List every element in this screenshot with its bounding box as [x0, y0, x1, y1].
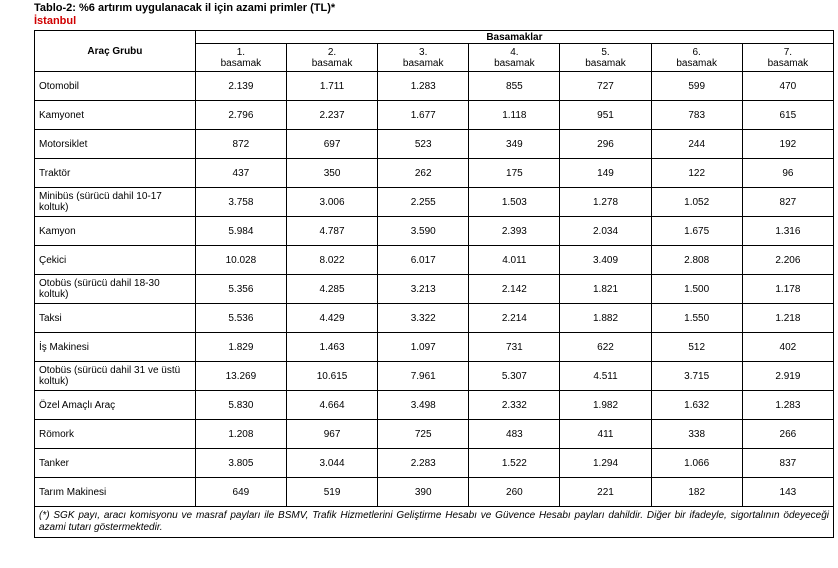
footnote: (*) SGK payı, aracı komisyonu ve masraf payları ile BSMV, Trafik Hizmetlerini Geliştirme Hesabı ve Güvence Hesabı payları dahildir. Diğer bir ifadeyle, sigortalının ödeyeceği azami tutarı göstermektedir. — [35, 507, 834, 538]
vehicle-group-cell: Taksi — [35, 304, 196, 333]
premium-cell: 615 — [742, 101, 833, 130]
premium-cell: 697 — [286, 130, 377, 159]
step-header-5: 5. basamak — [560, 44, 651, 72]
premium-cell: 10.615 — [286, 362, 377, 391]
premium-cell: 221 — [560, 478, 651, 507]
premium-cell: 1.052 — [651, 188, 742, 217]
premium-cell: 599 — [651, 72, 742, 101]
premium-cell: 1.550 — [651, 304, 742, 333]
vehicle-group-cell: Minibüs (sürücü dahil 10-17 koltuk) — [35, 188, 196, 217]
premium-cell: 967 — [286, 420, 377, 449]
premium-cell: 2.796 — [195, 101, 286, 130]
premium-cell: 951 — [560, 101, 651, 130]
table-row — [35, 362, 834, 391]
premium-cell: 512 — [651, 333, 742, 362]
premium-cell: 7.961 — [378, 362, 469, 391]
premium-cell: 1.178 — [742, 275, 833, 304]
premium-cell: 622 — [560, 333, 651, 362]
table-row — [35, 159, 834, 188]
premium-cell: 1.500 — [651, 275, 742, 304]
premium-cell: 1.118 — [469, 101, 560, 130]
premium-cell: 3.805 — [195, 449, 286, 478]
premium-cell: 725 — [378, 420, 469, 449]
premium-cell: 2.206 — [742, 246, 833, 275]
premium-cell: 244 — [651, 130, 742, 159]
premium-cell: 1.829 — [195, 333, 286, 362]
premium-cell: 649 — [195, 478, 286, 507]
table-row — [35, 304, 834, 333]
premium-cell: 6.017 — [378, 246, 469, 275]
premium-cell: 390 — [378, 478, 469, 507]
premium-cell: 872 — [195, 130, 286, 159]
premium-cell: 4.285 — [286, 275, 377, 304]
step-header-7: 7. basamak — [742, 44, 833, 72]
city-label: İstanbul — [34, 15, 77, 27]
premium-cell: 1.632 — [651, 391, 742, 420]
premium-cell: 3.715 — [651, 362, 742, 391]
premium-cell: 1.503 — [469, 188, 560, 217]
table-row — [35, 72, 834, 101]
premium-cell: 122 — [651, 159, 742, 188]
table-title: Tablo-2: %6 artırım uygulanacak il için azami primler (TL)* — [34, 2, 336, 14]
premium-cell: 2.283 — [378, 449, 469, 478]
premium-cell: 437 — [195, 159, 286, 188]
table-row — [35, 246, 834, 275]
premium-cell: 523 — [378, 130, 469, 159]
step-header-1: 1. basamak — [195, 44, 286, 72]
premium-cell: 3.006 — [286, 188, 377, 217]
table-row — [35, 420, 834, 449]
premium-cell: 519 — [286, 478, 377, 507]
premium-cell: 143 — [742, 478, 833, 507]
step-header-2: 2. basamak — [286, 44, 377, 72]
vehicle-group-cell: Tarım Makinesi — [35, 478, 196, 507]
table-row — [35, 101, 834, 130]
premium-cell: 1.882 — [560, 304, 651, 333]
premium-cell: 10.028 — [195, 246, 286, 275]
premium-cell: 260 — [469, 478, 560, 507]
vehicle-group-cell: İş Makinesi — [35, 333, 196, 362]
premium-cell: 2.808 — [651, 246, 742, 275]
premium-cell: 1.283 — [742, 391, 833, 420]
premium-cell: 1.821 — [560, 275, 651, 304]
premium-cell: 1.522 — [469, 449, 560, 478]
vehicle-group-cell: Otomobil — [35, 72, 196, 101]
vehicle-group-cell: Tanker — [35, 449, 196, 478]
table-row — [35, 478, 834, 507]
premium-cell: 2.142 — [469, 275, 560, 304]
step-header-3: 3. basamak — [378, 44, 469, 72]
table-body — [35, 72, 834, 507]
premium-cell: 2.034 — [560, 217, 651, 246]
premium-cell: 2.919 — [742, 362, 833, 391]
step-header-4: 4. basamak — [469, 44, 560, 72]
premium-cell: 1.294 — [560, 449, 651, 478]
vehicle-group-cell: Römork — [35, 420, 196, 449]
premium-cell: 1.677 — [378, 101, 469, 130]
premium-cell: 192 — [742, 130, 833, 159]
premium-cell: 13.269 — [195, 362, 286, 391]
table-row — [35, 130, 834, 159]
premium-cell: 1.316 — [742, 217, 833, 246]
vehicle-group-cell: Kamyon — [35, 217, 196, 246]
premium-cell: 1.218 — [742, 304, 833, 333]
premium-cell: 2.139 — [195, 72, 286, 101]
vehicle-group-cell: Otobüs (sürücü dahil 18-30 koltuk) — [35, 275, 196, 304]
step-header-6: 6. basamak — [651, 44, 742, 72]
premium-cell: 2.214 — [469, 304, 560, 333]
vehicle-group-header: Araç Grubu — [35, 31, 196, 72]
premium-cell: 3.322 — [378, 304, 469, 333]
premium-cell: 3.044 — [286, 449, 377, 478]
steps-header: Basamaklar — [195, 31, 833, 44]
premium-cell: 3.498 — [378, 391, 469, 420]
premium-cell: 350 — [286, 159, 377, 188]
table-row — [35, 217, 834, 246]
vehicle-group-cell: Çekici — [35, 246, 196, 275]
premium-cell: 149 — [560, 159, 651, 188]
vehicle-group-cell: Otobüs (sürücü dahil 31 ve üstü koltuk) — [35, 362, 196, 391]
premium-cell: 1.097 — [378, 333, 469, 362]
premium-cell: 1.711 — [286, 72, 377, 101]
premium-cell: 2.255 — [378, 188, 469, 217]
premium-cell: 296 — [560, 130, 651, 159]
premium-cell: 4.511 — [560, 362, 651, 391]
premium-cell: 483 — [469, 420, 560, 449]
table-row — [35, 188, 834, 217]
premium-cell: 5.307 — [469, 362, 560, 391]
vehicle-group-cell: Motorsiklet — [35, 130, 196, 159]
premium-cell: 4.787 — [286, 217, 377, 246]
premium-cell: 1.283 — [378, 72, 469, 101]
premium-cell: 1.066 — [651, 449, 742, 478]
premium-cell: 5.984 — [195, 217, 286, 246]
premium-cell: 783 — [651, 101, 742, 130]
premium-cell: 4.011 — [469, 246, 560, 275]
premium-cell: 731 — [469, 333, 560, 362]
premium-cell: 1.278 — [560, 188, 651, 217]
table-row — [35, 449, 834, 478]
premium-cell: 349 — [469, 130, 560, 159]
premium-cell: 96 — [742, 159, 833, 188]
premium-cell: 5.356 — [195, 275, 286, 304]
premium-cell: 1.675 — [651, 217, 742, 246]
premium-cell: 5.536 — [195, 304, 286, 333]
premium-table — [34, 30, 834, 538]
premium-cell: 827 — [742, 188, 833, 217]
premium-cell: 175 — [469, 159, 560, 188]
vehicle-group-cell: Traktör — [35, 159, 196, 188]
premium-cell: 8.022 — [286, 246, 377, 275]
premium-cell: 2.393 — [469, 217, 560, 246]
premium-cell: 855 — [469, 72, 560, 101]
premium-cell: 5.830 — [195, 391, 286, 420]
vehicle-group-cell: Özel Amaçlı Araç — [35, 391, 196, 420]
premium-cell: 266 — [742, 420, 833, 449]
premium-cell: 411 — [560, 420, 651, 449]
premium-cell: 3.758 — [195, 188, 286, 217]
premium-cell: 3.590 — [378, 217, 469, 246]
premium-cell: 727 — [560, 72, 651, 101]
premium-cell: 1.463 — [286, 333, 377, 362]
premium-cell: 3.409 — [560, 246, 651, 275]
table-row — [35, 391, 834, 420]
premium-cell: 1.982 — [560, 391, 651, 420]
premium-cell: 837 — [742, 449, 833, 478]
premium-cell: 402 — [742, 333, 833, 362]
premium-cell: 3.213 — [378, 275, 469, 304]
premium-cell: 262 — [378, 159, 469, 188]
premium-cell: 4.664 — [286, 391, 377, 420]
table-row — [35, 275, 834, 304]
premium-cell: 1.208 — [195, 420, 286, 449]
premium-cell: 182 — [651, 478, 742, 507]
table-row — [35, 333, 834, 362]
premium-cell: 2.237 — [286, 101, 377, 130]
vehicle-group-cell: Kamyonet — [35, 101, 196, 130]
premium-cell: 338 — [651, 420, 742, 449]
premium-cell: 4.429 — [286, 304, 377, 333]
premium-cell: 2.332 — [469, 391, 560, 420]
premium-cell: 470 — [742, 72, 833, 101]
